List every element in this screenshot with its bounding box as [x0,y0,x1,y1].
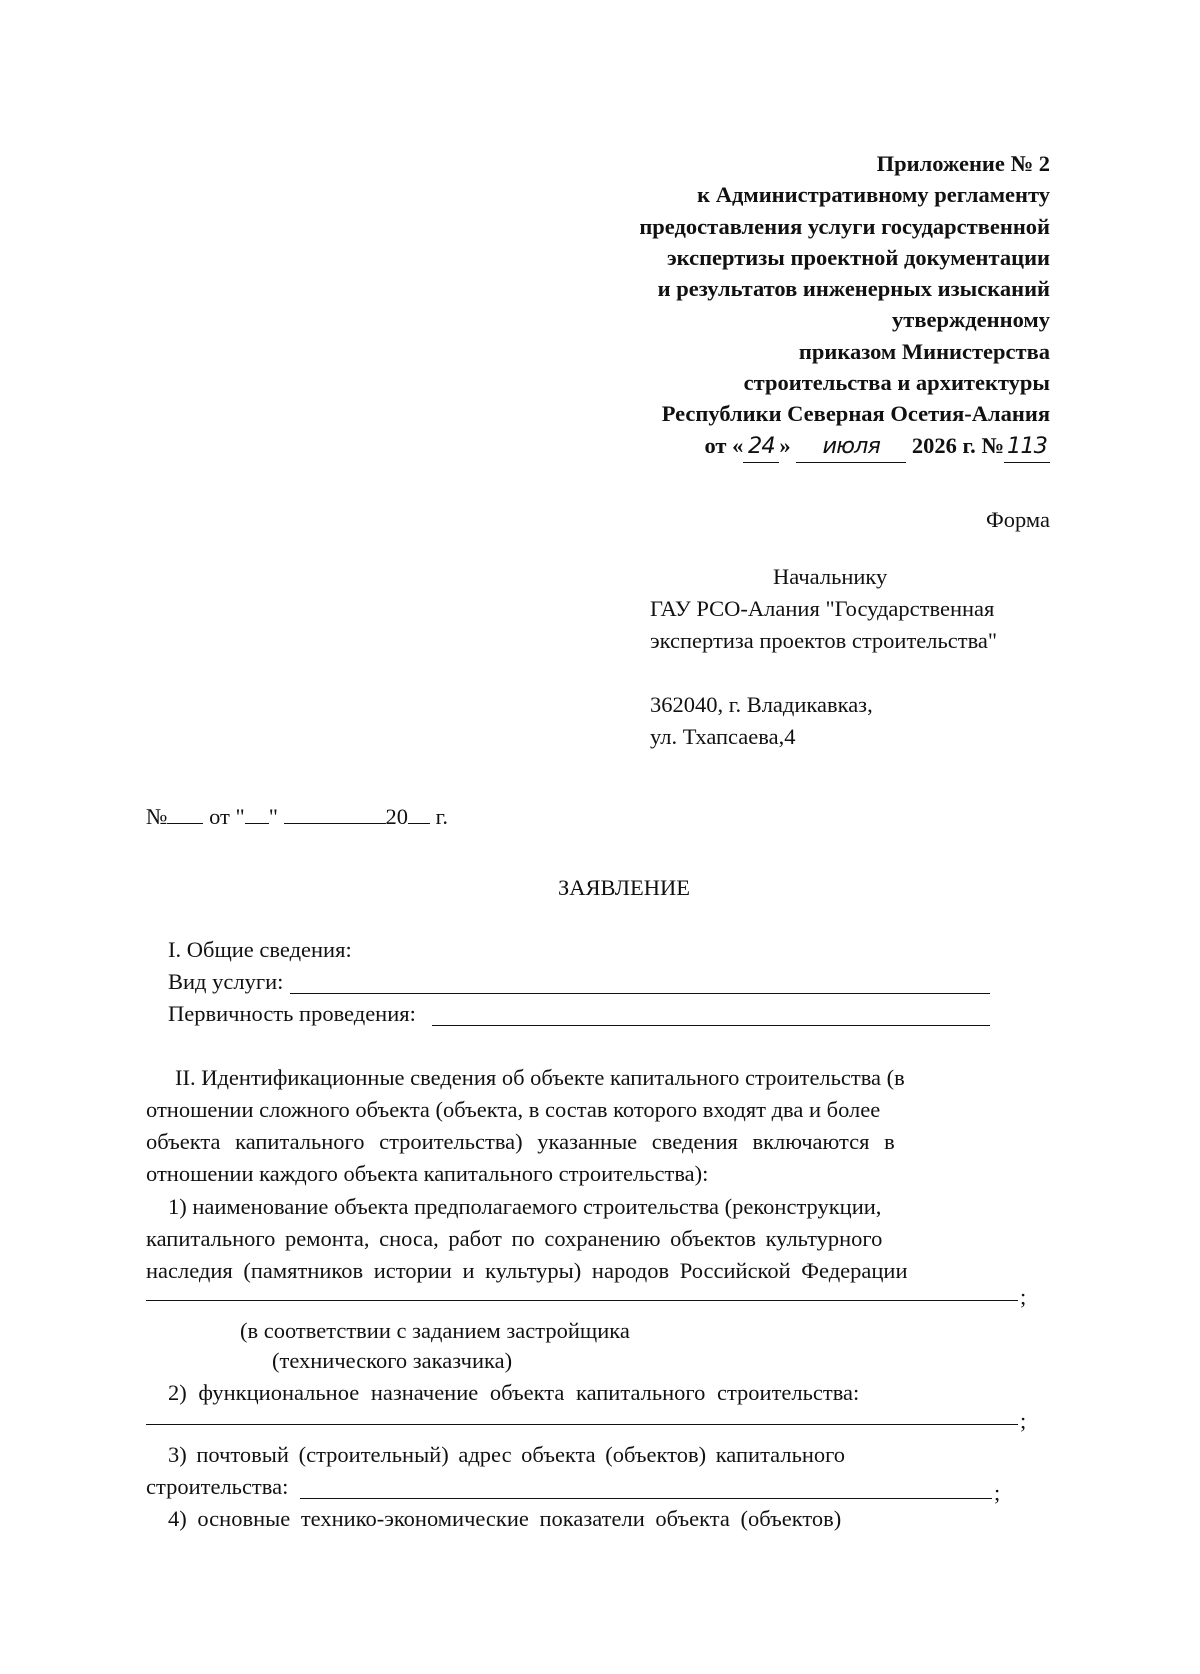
item3-line: 3) почтовый (строительный) адрес объекта (объектов) капитального [168,1442,846,1467]
item4-line: 4) основные технико-экономические показатели объекта (объектов) [168,1506,842,1531]
item3-line: строительства: [146,1474,289,1499]
appendix-line: Республики Северная Осетия-Алания [661,401,1050,427]
function-field[interactable] [146,1424,1018,1425]
appendix-line: утвержденному [892,307,1050,333]
section2-intro-line: II. Идентификационные сведения об объекте капитального строительства (в [175,1065,905,1090]
handwritten-number: 113 [1004,431,1050,463]
object-name-field[interactable] [146,1300,1018,1301]
document-title: ЗАЯВЛЕНИЕ [558,875,690,900]
registration-line [146,802,448,832]
handwritten-month: июля [796,431,906,463]
item1-hint: (технического заказчика) [272,1348,513,1373]
addressee-title: Начальнику [773,564,888,589]
item1-line: капитального ремонта, сноса, работ по сохранению объектов культурного [146,1226,883,1251]
reg-year-suffix: г. [435,804,448,829]
appendix-line: предоставления услуги государственной [639,213,1050,239]
appendix-date-line [350,430,1050,463]
addressee-org-line: экспертиза проектов строительства" [650,628,998,653]
item1-line: 1) наименование объекта предполагаемого строительства (реконструкции, [168,1194,882,1219]
reg-year-blank[interactable] [408,822,430,824]
section2-intro-line: отношении каждого объекта капитального строительства): [146,1161,709,1186]
appendix-line: экспертизы проектной документации [666,244,1050,270]
reg-year-label: 20 [385,804,409,829]
section2-intro-line: объекта капитального строительства) указанные сведения включаются в [146,1129,895,1154]
appendix-title: Приложение № 2 [876,151,1050,176]
reg-quote-close: " [268,804,278,829]
form-label: Форма [985,507,1050,532]
semicolon: ; [1020,1284,1027,1309]
section1-heading: I. Общие сведения: [168,937,352,962]
service-type-label: Вид услуги: [168,969,284,994]
reg-number-label: № [146,804,168,829]
item1-line: наследия (памятников истории и культуры) народов Российской Федерации [146,1258,908,1283]
item2-line: 2) функциональное назначение объекта капитального строительства: [168,1380,860,1405]
reg-from-label: от " [209,804,245,829]
item1-hint: (в соответствии с заданием застройщика [240,1318,630,1343]
addressee-org-line: ГАУ РСО-Алания "Государственная [650,596,995,621]
reg-day-blank[interactable] [245,822,269,824]
semicolon: ; [994,1480,1001,1505]
appendix-line: к Административному регламенту [697,182,1050,208]
service-type-field[interactable] [290,993,990,994]
addressee-address-line: 362040, г. Владикавказ, [650,692,873,717]
appendix-line: приказом Министерства [798,338,1050,364]
reg-month-blank[interactable] [284,822,386,824]
date-mid: » [779,432,791,458]
section2-intro-line: отношении сложного объекта (объекта, в состав которого входят два и более [146,1097,881,1122]
appendix-line: и результатов инженерных изысканий [657,276,1050,302]
addressee-address-line: ул. Тхапсаева,4 [650,724,796,749]
reg-number-blank[interactable] [167,822,203,824]
appendix-line: строительства и архитектуры [743,370,1050,396]
date-year-label: 2026 г. № [911,432,1004,458]
primacy-label: Первичность проведения: [168,1001,416,1026]
address-field[interactable] [300,1498,992,1499]
primacy-field[interactable] [432,1025,990,1026]
semicolon: ; [1020,1408,1027,1433]
appendix-block [350,148,1050,463]
date-prefix: от « [704,432,744,458]
handwritten-day: 24 [743,431,779,463]
